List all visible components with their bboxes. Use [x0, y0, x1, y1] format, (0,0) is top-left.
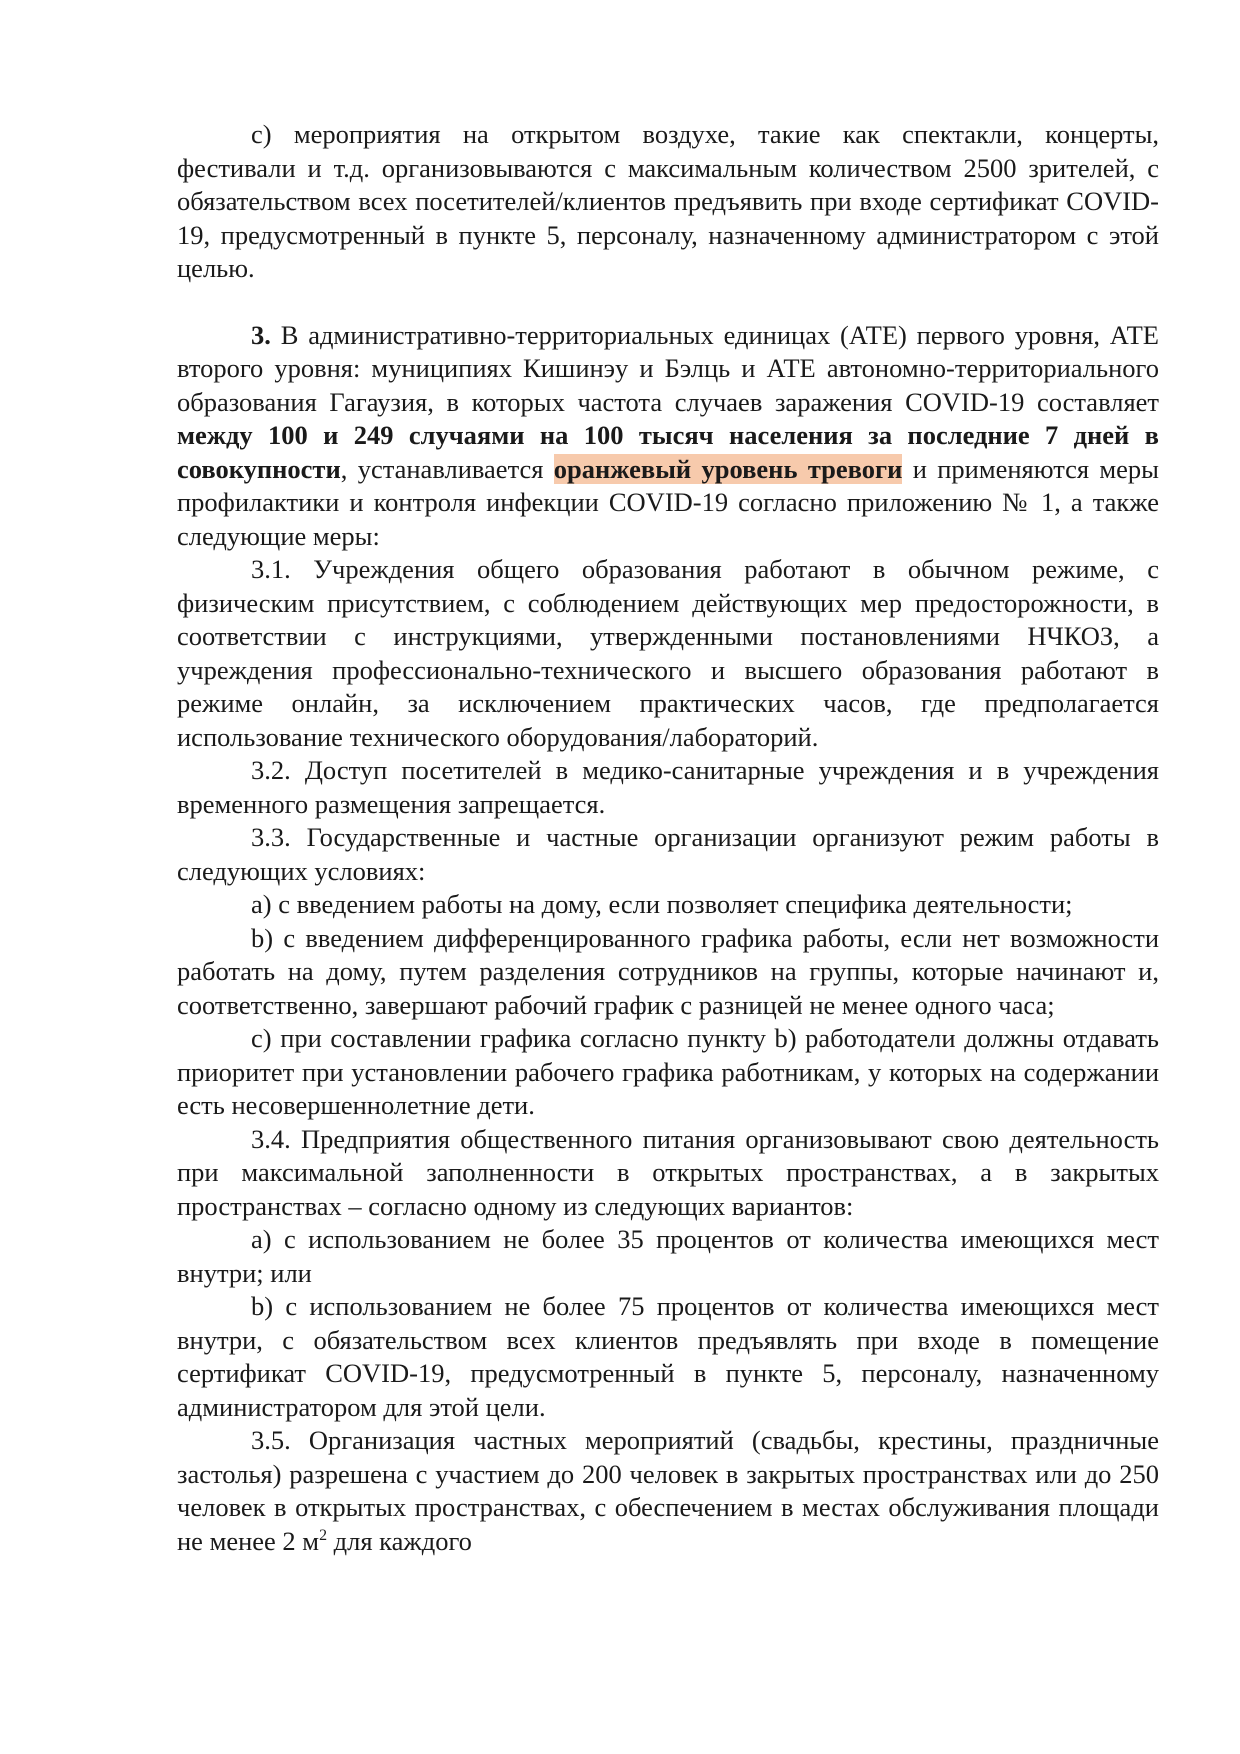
paragraph-3-3: 3.3. Государственные и частные организации организуют режим работы в следующих условиях:	[177, 822, 1159, 886]
paragraph-3-4: 3.4. Предприятия общественного питания организовывают свою деятельность при максимальной заполненности в открытых пространствах, а в закрытых пространствах – согласно одному из следующих вариантов:	[177, 1123, 1159, 1221]
paragraph-3-4-a: a) с использованием не более 35 процентов от количества имеющихся мест внутри; или	[177, 1224, 1159, 1288]
square-meter-superscript: 2	[319, 1526, 328, 1544]
incidence-threshold: между 100 и 249 случаями на 100 тысяч населения за последние 7 дней в совокупности	[177, 420, 1159, 484]
paragraph-3-5	[177, 1424, 1159, 1558]
paragraph-3-5-tail: для каждого	[327, 1525, 472, 1556]
paragraph-3-2: 3.2. Доступ посетителей в медико-санитарные учреждения и в учреждения временного размещения запрещается.	[177, 755, 1159, 819]
document-page	[177, 118, 1159, 1558]
paragraph-3-3-a: a) с введением работы на дому, если позволяет специфика деятельности;	[251, 889, 1073, 919]
section-3-number: 3.	[251, 319, 271, 350]
section-3-intro: В административно-территориальных единицах (АТЕ) первого уровня, АТЕ второго уровня: муниципиях Кишинэу и Бэлць и АТЕ автономно-территориального образования Гагаузия, в которых частота случаев заражения COVID-19 составляет	[177, 319, 1159, 417]
paragraph-2c: c) мероприятия на открытом воздухе, такие как спектакли, концерты, фестивали и т.д. организовываются с максимальным количеством 2500 зрителей, с обязательством всех посетителей/клиентов предъявить при входе сертификат COVID-19, предусмотренный в пункте 5, персоналу, назначенному администратором с этой целью.	[177, 119, 1159, 283]
paragraph-3-5-text: 3.5. Организация частных мероприятий (свадьбы, крестины, праздничные застолья) разрешена с участием до 200 человек в закрытых пространствах или до 250 человек в открытых пространствах, с обеспечением в местах обслуживания площади не менее 2 м	[177, 1425, 1159, 1556]
paragraph-3-3-b: b) с введением дифференцированного графика работы, если нет возможности работать на дому, путем разделения сотрудников на группы, которые начинают и, соответственно, завершают рабочий график с разницей не менее одного часа;	[177, 922, 1159, 1020]
orange-alert-level-highlight: оранжевый уровень тревоги	[553, 453, 903, 484]
paragraph-spacer	[177, 286, 1159, 319]
section-3-outro: и применяются меры профилактики и контроля инфекции COVID-19 согласно приложению № 1, а также следующие меры:	[177, 453, 1159, 551]
section-3-connector: , устанавливается	[340, 453, 554, 484]
section-3-paragraph	[177, 319, 1159, 554]
paragraph-3-1: 3.1. Учреждения общего образования работают в обычном режиме, с физическим присутствием, с соблюдением действующих мер предосторожности, в соответствии с инструкциями, утвержденными постановлениями НЧКОЗ, а учреждения профессионально-технического и высшего образования работают в режиме онлайн, за исключением практических часов, где предполагается использование технического оборудования/лабораторий.	[177, 554, 1159, 752]
paragraph-3-3-c: c) при составлении графика согласно пункту b) работодатели должны отдавать приоритет при установлении рабочего графика работникам, у которых на содержании есть несовершеннолетние дети.	[177, 1023, 1159, 1120]
paragraph-3-4-b: b) с использованием не более 75 процентов от количества имеющихся мест внутри, с обязательством всех клиентов предъявлять при входе в помещение сертификат COVID-19, предусмотренный в пункте 5, персоналу, назначенному администратором для этой цели.	[177, 1291, 1159, 1422]
